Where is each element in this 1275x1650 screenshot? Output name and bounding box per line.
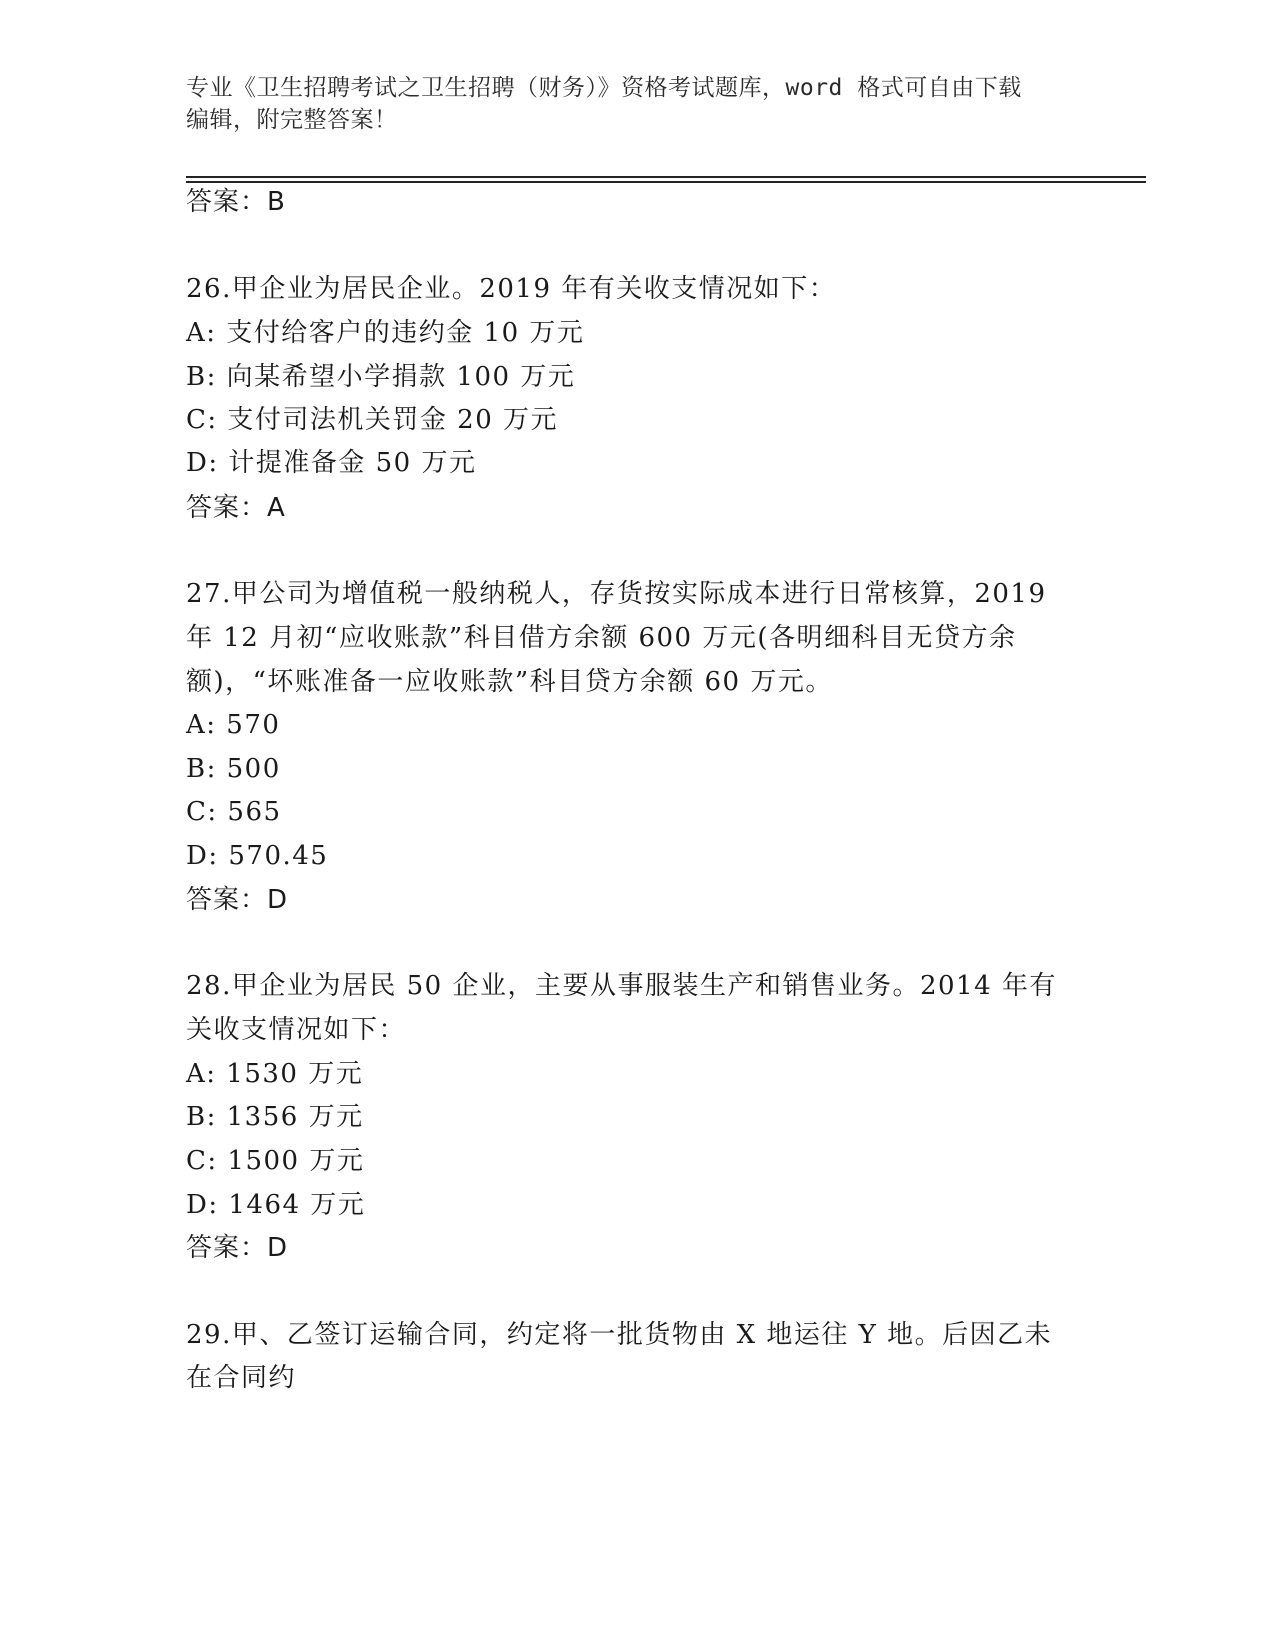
question-27-option-a: A: 570 <box>186 710 281 740</box>
answer-q25: 答案：B <box>186 187 286 217</box>
question-28-stem-line-2: 关收支情况如下： <box>186 1015 407 1045</box>
header-line-1: 专业《卫生招聘考试之卫生招聘（财务）》资格考试题库，word 格式可自由下载 <box>186 75 1022 101</box>
question-28-stem-line-1: 28.甲企业为居民 50 企业，主要从事服装生产和销售业务。2014 年有 <box>186 971 1057 1001</box>
question-28-option-a: A: 1530 万元 <box>186 1059 364 1089</box>
question-27-stem-line-3: 额)，“坏账准备一应收账款”科目贷方余额 60 万元。 <box>186 667 833 697</box>
question-28-option-c: C: 1500 万元 <box>186 1146 365 1176</box>
question-27-option-d: D: 570.45 <box>186 841 329 871</box>
answer-q27: 答案：D <box>186 885 289 915</box>
header-line-2: 编辑，附完整答案！ <box>186 107 398 133</box>
question-27-option-b: B: 500 <box>186 754 281 784</box>
question-27-option-c: C: 565 <box>186 797 282 827</box>
question-28-option-d: D: 1464 万元 <box>186 1190 366 1220</box>
document-header <box>186 72 1066 136</box>
header-divider-top <box>186 176 1146 178</box>
question-26-stem: 26.甲企业为居民企业。2019 年有关收支情况如下： <box>186 274 837 304</box>
question-26-option-b: B: 向某希望小学捐款 100 万元 <box>186 362 576 392</box>
answer-q28: 答案：D <box>186 1233 289 1263</box>
question-29-stem-line-1: 29.甲、乙签订运输合同，约定将一批货物由 X 地运往 Y 地。后因乙未 <box>186 1320 1053 1350</box>
answer-q26: 答案：A <box>186 493 286 523</box>
question-27-stem-line-2: 年 12 月初“应收账款”科目借方余额 600 万元(各明细科目无贷方余 <box>186 623 1017 653</box>
question-28-option-b: B: 1356 万元 <box>186 1102 364 1132</box>
question-27-stem-line-1: 27.甲公司为增值税一般纳税人，存货按实际成本进行日常核算，2019 <box>186 579 1047 609</box>
question-29-stem-line-2: 在合同约 <box>186 1363 297 1393</box>
question-26-option-c: C: 支付司法机关罚金 20 万元 <box>186 405 559 435</box>
header-divider-bottom <box>186 181 1146 183</box>
question-26-option-d: D: 计提准备金 50 万元 <box>186 448 477 478</box>
question-26-option-a: A: 支付给客户的违约金 10 万元 <box>186 318 585 348</box>
